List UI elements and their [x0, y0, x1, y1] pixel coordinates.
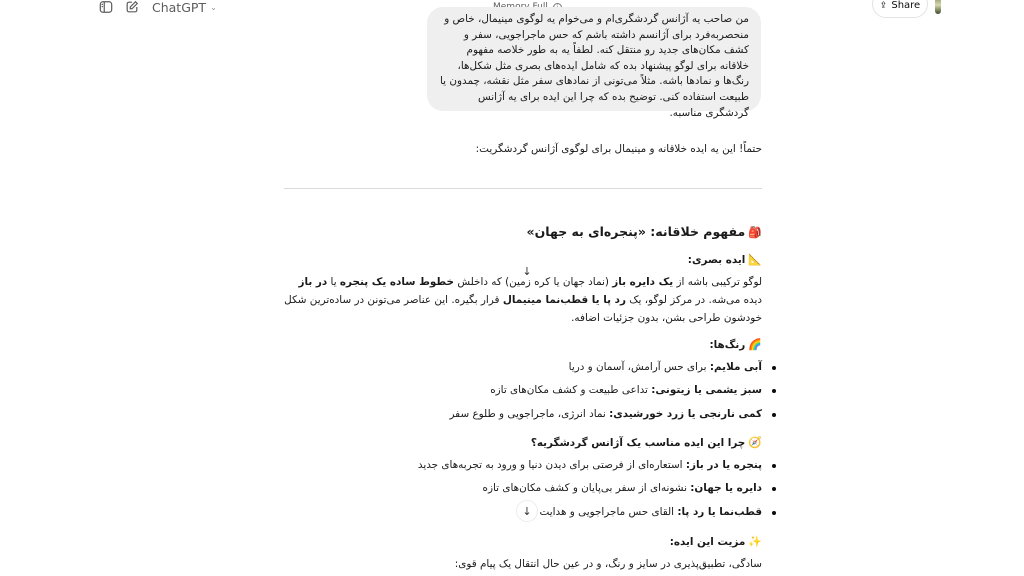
share-icon: ⇪ [879, 1, 888, 11]
share-button[interactable] [872, 0, 928, 18]
benefit-text: سادگی، تطبیق‌پذیری در سایز و رنگ، و در عین حال انتقال یک پیام قوی: [454, 558, 762, 570]
compass-icon: 🧭 [748, 436, 762, 449]
scroll-to-bottom-button[interactable]: ↓ [516, 500, 538, 522]
visual-idea-paragraph: لوگو ترکیبی باشه از یک دایره باز (نماد جهان یا کره زمین) که داخلش خطوط ساده یک پنجره یا در باز دیده می‌شه. در مرکز لوگو، یک رد پا یا قطب‌نما مینیمال قرار بگیره. این عناصر می‌تونن در ساده‌ترین شکل خودشون طراحی بشن، بدون جزئیات اضافه. [284, 276, 762, 325]
model-selector[interactable] [152, 0, 217, 15]
colors-list [284, 356, 762, 426]
colors-heading: 🌈رنگ‌ها: [709, 338, 762, 351]
why-heading: 🧭چرا این ایده مناسب یک آژانس گردشگریه؟ [530, 436, 762, 449]
user-message-bubble [427, 7, 761, 119]
sidebar-toggle-icon[interactable] [98, 0, 114, 14]
model-name: ChatGPT [152, 0, 207, 15]
list-item: آبی ملایم: برای حس آرامش، آسمان و دریا [284, 356, 762, 379]
list-item: سبز یشمی یا زیتونی: تداعی طبیعت و کشف مکان‌های تازه [284, 379, 762, 402]
share-label: Share [891, 0, 921, 11]
triangle-ruler-icon: 📐 [748, 253, 762, 266]
rainbow-icon: 🌈 [748, 338, 762, 351]
avatar[interactable] [935, 0, 941, 14]
scroll-down-icon[interactable]: ↓ [522, 264, 532, 278]
new-chat-icon[interactable] [124, 0, 140, 14]
list-item: کمی نارنجی یا زرد خورشیدی: نماد انرژی، ماجراجویی و طلوع سفر [284, 403, 762, 426]
assistant-intro: حتماً! این یه ایده خلاقانه و مینیمال برای لوگوی آژانس گردشگریت: [475, 143, 762, 155]
list-item: دایره یا جهان: نشونه‌ای از سفر بی‌پایان و کشف مکان‌های تازه [284, 477, 762, 500]
visual-idea-heading: 📐ایده بصری: [687, 253, 762, 266]
list-item: پنجره یا در باز: استعاره‌ای از فرصتی برای دیدن دنیا و ورود به تجربه‌های جدید [284, 454, 762, 477]
benefit-heading: ✨مزیت این ایده: [669, 535, 762, 548]
chevron-down-icon: ⌄ [210, 3, 217, 12]
list-item: قطب‌نما یا رد پا: القای حس ماجراجویی و هدایت [284, 501, 762, 524]
sparkles-icon: ✨ [748, 535, 762, 548]
concept-heading: 🎒مفهوم خلاقانه: «پنجره‌ای به جهان» [526, 224, 762, 239]
user-message-text: من صاحب یه آژانس گردشگری‌ام و می‌خوام یه لوگوی مینیمال، خاص و منحصربه‌فرد برای آژانسم داشته باشم که حس ماجراجویی، سفر و کشف مکان‌های جدید رو منتقل کنه. لطفاً یه به طور خلاصه مفهوم خلاقانه برای لوگو پیشنهاد بده که شامل ایده‌های بصری مثل شکل‌ها، رنگ‌ها و نمادها باشه. مثلاً می‌تونی از نمادهای سفر مثل نقشه، چمدون یا طبیعت استفاده کنی. توضیح بده که چرا این ایده برای یه آژانس گردشگری مناسبه. [440, 13, 749, 119]
divider [284, 188, 762, 189]
backpack-icon: 🎒 [748, 226, 762, 239]
